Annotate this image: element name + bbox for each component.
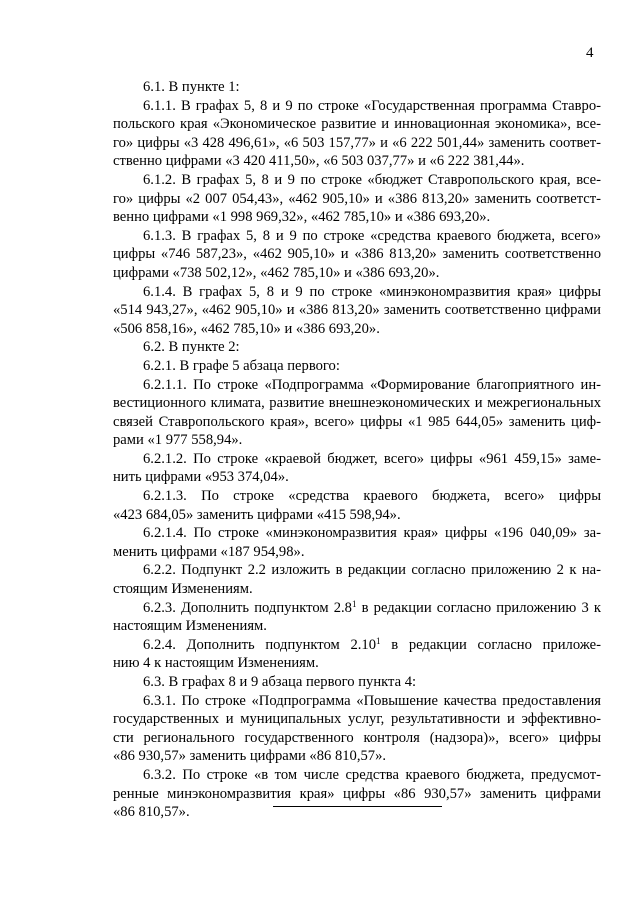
paragraph-line: польского края «Экономическое развитие и инновационная экономика», все- [113,116,601,133]
paragraph [113,283,601,339]
paragraph-line: сти регионального государственного контроля (надзора)», всего» цифры [113,729,601,746]
paragraph-line: ственно цифрами «3 420 411,50», «6 503 037,77» и «6 222 381,44». [113,153,525,170]
paragraph [113,561,601,598]
paragraph [113,78,601,97]
paragraph [113,524,601,561]
paragraph-line: нить цифрами «953 374,04». [113,469,289,486]
paragraph-line: 6.3.2. По строке «в том числе средства краевого бюджета, предусмот- [143,766,601,783]
paragraph-line: 6.3. В графах 8 и 9 абзаца первого пункта 4: [143,674,417,690]
paragraph-line: 6.1.4. В графах 5, 8 и 9 по строке «минэкономразвития края» цифры [143,283,601,300]
paragraph-line: вестиционного климата, развитие внешнеэкономических и межрегиональных [113,395,601,412]
page-number: 4 [586,45,594,61]
paragraph-line: 6.3.1. По строке «Подпрограмма «Повышение качества предоставления [143,692,601,709]
paragraph-line: 6.2. В пункте 2: [143,339,240,356]
paragraph [113,692,601,766]
paragraph [113,450,601,487]
paragraph-line: 6.1.3. В графах 5, 8 и 9 по строке «средства краевого бюджета, всего» [143,227,601,244]
paragraph-line: го» цифры «2 007 054,43», «462 905,10» и «386 813,20» заменить соответст- [113,190,601,207]
document-body [113,78,601,822]
paragraph-line: 6.2.2. Подпункт 2.2 изложить в редакции согласно приложению 2 к на- [143,562,601,579]
paragraph-line: 6.2.4. Дополнить подпунктом 2.10$^1$ в редакции согласно приложе- [143,635,601,653]
paragraph-line: рами «1 977 558,94». [113,432,243,449]
paragraph-line: ренные минэкономразвития края» цифры «86 930,57» заменить цифрами [113,785,601,802]
paragraph-line: 6.2.3. Дополнить подпунктом $2.8^1$ в редакции согласно приложению 3 к [143,598,602,616]
paragraph-line: 6.1. В пункте 1: [143,79,240,95]
paragraph [113,599,601,636]
paragraph-line: «506 858,16», «462 785,10» и «386 693,20». [113,320,380,337]
paragraph-line: связей Ставропольского края», всего» цифры «1 985 644,05» заменить циф- [113,413,601,430]
paragraph [113,376,601,450]
paragraph [113,357,601,376]
footer-separator-line [273,806,442,807]
paragraph-line: 6.2.1.1. По строке «Подпрограмма «Формирование благоприятного ин- [143,376,601,393]
paragraph-line: 6.1.1. В графах 5, 8 и 9 по строке «Государственная программа Ставро- [143,97,601,114]
paragraph-line: государственных и муниципальных услуг, результативности и эффективно- [113,711,601,728]
paragraph-line: 6.2.1.4. По строке «минэкономразвития края» цифры «196 040,09» за- [143,525,601,542]
paragraph [113,227,601,283]
paragraph-line: «423 684,05» заменить цифрами «415 598,94». [113,506,401,523]
paragraph-line: «86 930,57» заменить цифрами «86 810,57». [113,748,387,765]
paragraph-line: «514 943,27», «462 905,10» и «386 813,20» заменить соответственно цифрами [113,302,601,319]
paragraph-line: 6.2.1. В графе 5 абзаца первого: [143,357,340,374]
paragraph [113,766,601,822]
paragraph [113,487,601,524]
paragraph-line: стоящим Изменениям. [113,581,253,598]
paragraph-line: нию 4 к настоящим Изменениям. [113,655,319,672]
paragraph-line: «86 810,57». [113,804,190,821]
paragraph [113,97,601,171]
paragraph-line: настоящим Изменениям. [113,618,267,635]
paragraph-line: го» цифры «3 428 496,61», «6 503 157,77» и «6 222 501,44» заменить соответ- [113,134,601,151]
paragraph-line: венно цифрами «1 998 969,32», «462 785,10» и «386 693,20». [113,209,491,226]
paragraph [113,338,601,357]
paragraph [113,171,601,227]
paragraph [113,636,601,673]
paragraph-line: цифры «746 587,23», «462 905,10» и «386 813,20» заменить соответственно [113,246,601,263]
paragraph-line: менить цифрами «187 954,98». [113,543,305,560]
paragraph-line: 6.2.1.2. По строке «краевой бюджет, всего» цифры «961 459,15» заме- [143,450,601,467]
paragraph [113,673,601,692]
paragraph-line: 6.1.2. В графах 5, 8 и 9 по строке «бюджет Ставропольского края, все- [143,171,601,188]
paragraph-line: 6.2.1.3. По строке «средства краевого бюджета, всего» цифры [143,488,601,505]
paragraph-line: цифрами «738 502,12», «462 785,10» и «386 693,20». [113,264,440,281]
